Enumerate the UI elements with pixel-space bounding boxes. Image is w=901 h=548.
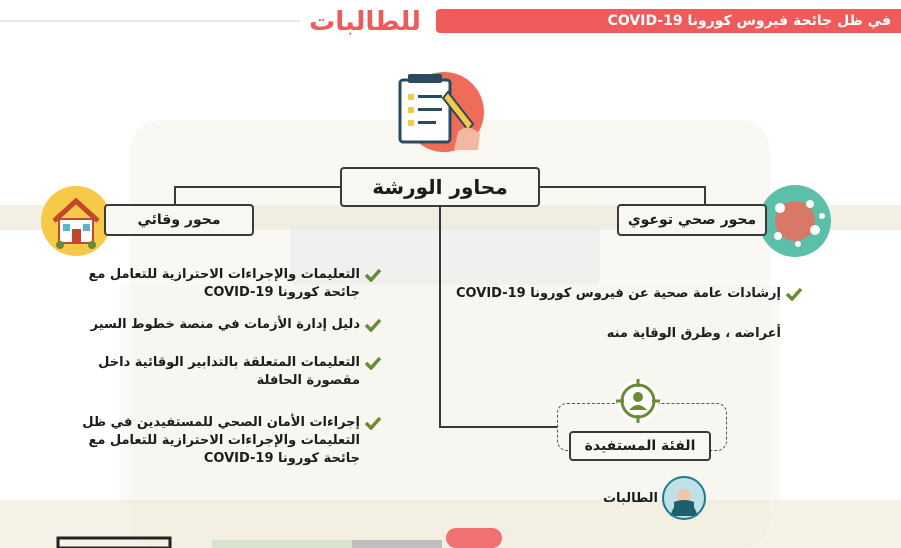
check-icon [364, 356, 382, 370]
list-item: دليل إدارة الأزمات في منصة خطوط السير [72, 316, 360, 334]
list-item: إرشادات عامة صحية عن فيروس كورونا COVID-19 [455, 285, 781, 303]
house-icon [40, 185, 112, 257]
preventive-items-list [72, 266, 360, 468]
beneficiary-label: الفئة المستفيدة [569, 431, 711, 461]
check-icon [364, 268, 382, 282]
check-icon [364, 416, 382, 430]
list-item: إجراءات الأمان الصحي للمستفيدين في ظل التعليمات والإجراءات الاحترازية للتعامل مع جائحة كورونا COVID-19 [72, 414, 360, 468]
preventive-axis-title: محور وقائي [104, 204, 254, 236]
header-banner: في ظل جائحة فيروس كورونا COVID-19 [436, 9, 901, 33]
list-item: أعراضه ، وطرق الوقاية منه [606, 326, 781, 341]
target-person-icon [615, 378, 661, 424]
health-items-list [455, 285, 781, 343]
student-avatar-icon [662, 476, 706, 520]
health-awareness-axis-title: محور صحي توعوي [617, 204, 767, 236]
list-item: التعليمات المتعلقة بالتدابير الوقائية داخل مقصورة الحافلة [72, 354, 360, 390]
beneficiary-group: الطالبات [602, 491, 658, 506]
workshop-axes-title: محاور الورشة [340, 167, 540, 207]
page-title: للطالبات [309, 7, 421, 37]
list-item: التعليمات والإجراءات الاحترازية للتعامل مع جائحة كورونا COVID-19 [72, 266, 360, 302]
check-icon [364, 318, 382, 332]
check-icon [785, 287, 803, 301]
virus-icon [758, 184, 832, 258]
